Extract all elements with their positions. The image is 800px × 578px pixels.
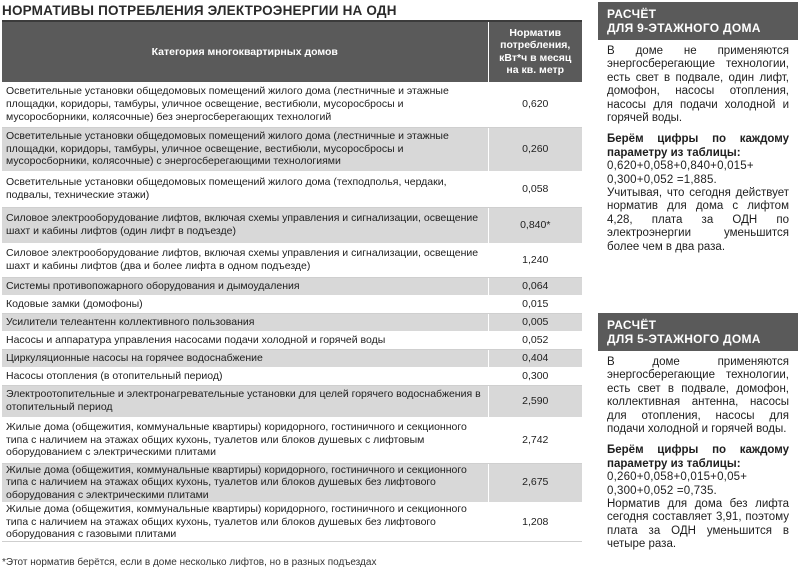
row-category: Осветительные установки общедомовых помещений жилого дома (техподполья, чердаки, подвалы, технические этажи) (2, 171, 488, 207)
row-category: Системы противопожарного оборудования и дымоудаления (2, 277, 488, 295)
calc-box-9-body (598, 40, 798, 254)
row-value: 0,005 (488, 313, 582, 331)
calc-box-9-title-line2: ДЛЯ 9-ЭТАЖНОГО ДОМА (607, 21, 761, 35)
row-value: 0,064 (488, 277, 582, 295)
table-row (2, 277, 582, 295)
calc-box-5-title-line1: РАСЧЁТ (607, 318, 657, 332)
table-row (2, 463, 582, 502)
table-row (2, 207, 582, 243)
calc-box-9-title (598, 2, 798, 40)
calc-box-5-title (598, 313, 798, 351)
row-value: 0,052 (488, 331, 582, 349)
row-category: Циркуляционные насосы на горячее водоснабжение (2, 349, 488, 367)
row-value: 0,300 (488, 367, 582, 385)
row-value: 2,675 (488, 463, 582, 502)
calc-box-9-intro: В доме не применяются энергосберегающие технологии, есть свет в подвале, один лифт, домофон, насосы отопления, насосы для подачи холодной и горячей воды. (607, 45, 789, 125)
table-row (2, 349, 582, 367)
table-row (2, 127, 582, 171)
calc-box-5-heading: Берём цифры по каждому параметру из таблицы: (607, 444, 789, 470)
row-value: 0,620 (488, 82, 582, 127)
row-category: Кодовые замки (домофоны) (2, 295, 488, 313)
row-category: Усилители телеантенн коллективного пользования (2, 313, 488, 331)
calc-box-5-body (598, 351, 798, 552)
row-value: 2,742 (488, 417, 582, 463)
table-row (2, 171, 582, 207)
row-category: Силовое электрооборудование лифтов, включая схемы управления и сигнализации, освещение шахт и кабины лифтов (один лифт в подъезде) (2, 207, 488, 243)
table-row (2, 385, 582, 417)
row-category: Жилые дома (общежития, коммунальные квартиры) коридорного, гостиничного и секционного типа с наличием на этажах общих кухонь, туалетов или блоков душевых без лифтового оборудования с электрическими плитами (2, 463, 488, 502)
calc-box-5-title-line2: ДЛЯ 5-ЭТАЖНОГО ДОМА (607, 332, 761, 346)
row-value: 2,590 (488, 385, 582, 417)
calc-box-9-heading: Берём цифры по каждому параметру из таблицы: (607, 133, 789, 159)
row-category: Жилые дома (общежития, коммунальные квартиры) коридорного, гостиничного и секционного типа с наличием на этажах общих кухонь, туалетов или блоков душевых с лифтовым оборудованием с электрическими плитами (2, 417, 488, 463)
row-value: 0,260 (488, 127, 582, 171)
footnote: *Этот норматив берётся, если в доме несколько лифтов, но в разных подъездах (2, 557, 377, 568)
table-row (2, 417, 582, 463)
row-category: Электроотопительные и электронагревательные установки для целей горячего водоснабжения в отопительный период (2, 385, 488, 417)
header-category: Категория многоквартирных домов (2, 22, 488, 82)
table-row (2, 367, 582, 385)
calc-box-9-floor (598, 2, 798, 262)
calc-box-9-conclusion: Учитывая, что сегодня действует норматив для дома с лифтом 4,28, плата за ОДН по электроэнергии уменьшится более чем в два раза. (607, 187, 789, 253)
row-value: 1,208 (488, 502, 582, 541)
row-category: Насосы отопления (в отопительный период) (2, 367, 488, 385)
row-category: Осветительные установки общедомовых помещений жилого дома (лестничные и этажные площадки, коридоры, тамбуры, уличное освещение, вестибюли, мусоросбросы и мусоросборники, колясочные) без энергосберегающих технологий (2, 82, 488, 127)
table-row (2, 243, 582, 277)
page-title: НОРМАТИВЫ ПОТРЕБЛЕНИЯ ЭЛЕКТРОЭНЕРГИИ НА ОДН (2, 2, 582, 22)
calc-box-5-intro: В доме применяются энергосберегающие технологии, есть свет в подвале, домофон, коллективная антенна, насосы для отопления, насосы для подачи холодной и горячей воды. (607, 356, 789, 436)
norms-table (2, 22, 582, 542)
table-row (2, 82, 582, 127)
calc-box-5-floor (598, 313, 798, 560)
table-row (2, 313, 582, 331)
row-category: Насосы и аппаратура управления насосами подачи холодной и горячей воды (2, 331, 488, 349)
row-value: 0,840* (488, 207, 582, 243)
table-row (2, 502, 582, 541)
row-value: 0,058 (488, 171, 582, 207)
row-value: 0,404 (488, 349, 582, 367)
row-value: 1,240 (488, 243, 582, 277)
calc-box-9-title-line1: РАСЧЁТ (607, 7, 657, 21)
row-category: Силовое электрооборудование лифтов, включая схемы управления и сигнализации, освещение шахт и кабины лифтов (два и более лифта в одном подъезде) (2, 243, 488, 277)
calc-box-5-conclusion: Норматив для дома без лифта сегодня составляет 3,91, поэтому плата за ОДН уменьшится в четыре раза. (607, 498, 789, 551)
table-header-row (2, 22, 582, 82)
table-row (2, 331, 582, 349)
calc-box-5-formula: 0,260+0,058+0,015+0,05+ 0,300+0,052 =0,735. (607, 471, 748, 497)
calc-box-9-formula: 0,620+0,058+0,840+0,015+ 0,300+0,052 =1,885. (607, 160, 754, 186)
row-category: Жилые дома (общежития, коммунальные квартиры) коридорного, гостиничного и секционного типа с наличием на этажах общих кухонь, туалетов или блоков душевых без лифтового оборудования с газовыми плитами (2, 502, 488, 541)
row-category: Осветительные установки общедомовых помещений жилого дома (лестничные и этажные площадки, коридоры, тамбуры, уличное освещение, вестибюли, мусоросбросы и мусоросборники, колясочные) с энергосберегающими технологиями (2, 127, 488, 171)
header-norm: Норматив потребления, кВт*ч в месяц на кв. метр (488, 22, 582, 82)
row-value: 0,015 (488, 295, 582, 313)
table-row (2, 295, 582, 313)
